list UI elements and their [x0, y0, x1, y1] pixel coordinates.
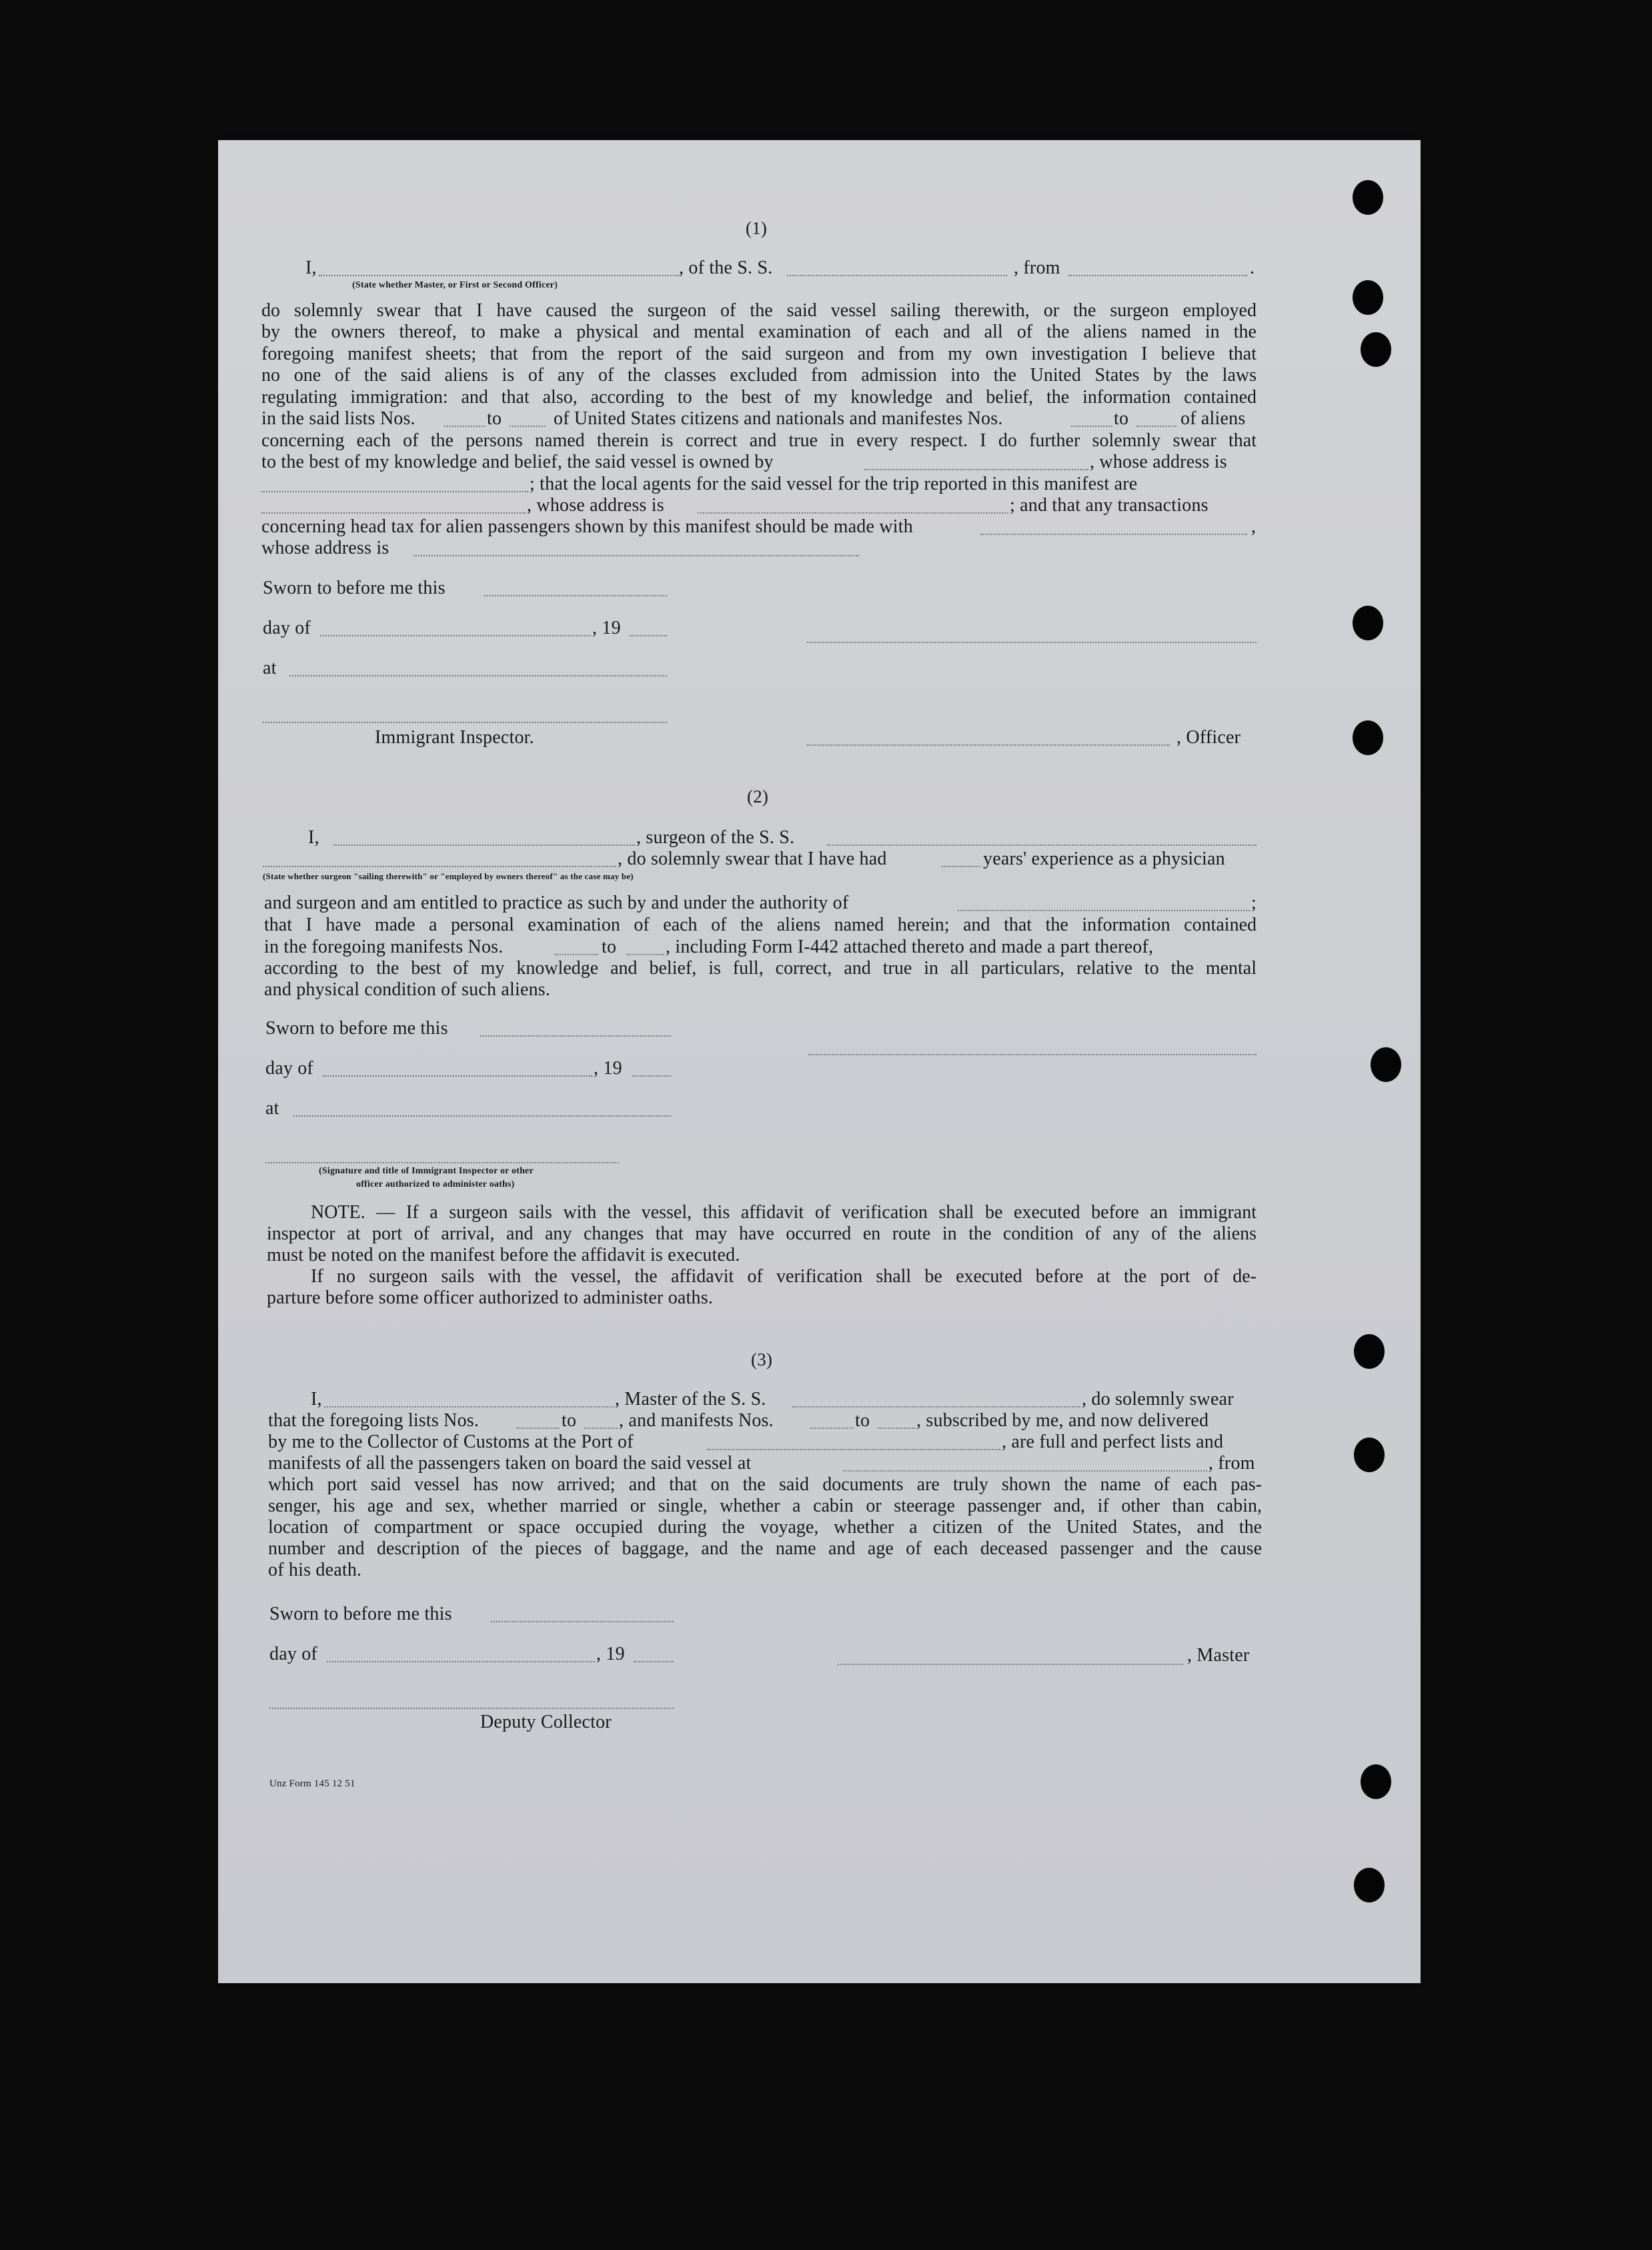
s2-signature-field[interactable] [808, 1054, 1257, 1055]
note-line: parture before some officer authorized to administer oaths. [267, 1287, 714, 1308]
binder-hole [1354, 1438, 1385, 1472]
s1-of-ss: , of the S. S. [679, 257, 773, 278]
s1-officer-label: , Officer [1176, 727, 1241, 748]
s1-whose-address: , whose address is [1090, 452, 1227, 472]
s3-swear: , do solemnly swear [1082, 1389, 1234, 1410]
s1-agents-field[interactable] [261, 512, 526, 514]
s2-sworn-field[interactable] [480, 1035, 671, 1037]
s1-period: . [1250, 257, 1255, 278]
s2-surgeon-name-field[interactable] [333, 845, 635, 846]
s1-body-line: no one of the said aliens is of any of the classes excluded from admission into the United States by the laws [261, 365, 1257, 386]
s1-lists-nos: in the said lists Nos. [261, 408, 416, 429]
s1-year-field[interactable] [630, 635, 667, 636]
s1-day-field[interactable] [320, 635, 591, 636]
s3-lists-from-field[interactable] [516, 1428, 559, 1429]
s2-surgeon-status-field[interactable] [263, 866, 616, 867]
s3-year-field[interactable] [634, 1661, 674, 1662]
s1-body-line: regulating immigration: and that also, according to the best of my knowledge and belief, the information contained [261, 387, 1257, 408]
note-line: must be noted on the manifest before the affidavit is executed. [267, 1245, 740, 1265]
s3-master-name-field[interactable] [324, 1406, 614, 1408]
s3-collector: by me to the Collector of Customs at the Port of [268, 1432, 634, 1452]
s3-last-line: of his death. [268, 1560, 362, 1580]
note-line: inspector at port of arrival, and any changes that may have occurred en route in the condition of any of the aliens [267, 1223, 1257, 1244]
s1-signature-field[interactable] [807, 642, 1257, 643]
form-number: Unz Form 145 12 51 [269, 1778, 355, 1789]
note-line: If no surgeon sails with the vessel, the affidavit of verification shall be executed before at the port of de- [311, 1266, 1257, 1287]
s3-manifests-from-field[interactable] [810, 1428, 854, 1429]
s3-deputy-signature-field[interactable] [269, 1708, 674, 1709]
s3-subscribed: , subscribed by me, and now delivered [916, 1410, 1209, 1431]
s2-body-line: that I have made a personal examination of each of the aliens named herein; and that the information contained [264, 915, 1257, 935]
s2-manifests-nos: in the foregoing manifests Nos. [264, 937, 504, 957]
s3-master-signature-field[interactable] [838, 1664, 1183, 1665]
s1-sworn: Sworn to before me this [263, 578, 446, 598]
s2-sig-note: officer authorized to administer oaths) [356, 1179, 515, 1189]
s3-body-line: number and description of the pieces of baggage, and the name and age of each deceased passenger and the cause [268, 1538, 1262, 1559]
s2-sworn: Sworn to before me this [265, 1018, 448, 1039]
s1-whose-address: , whose address is [527, 495, 664, 516]
s3-to: to [562, 1410, 577, 1431]
s3-lists-nos: that the foregoing lists Nos. [268, 1410, 480, 1431]
s2-swear: , do solemnly swear that I have had [618, 849, 887, 869]
s1-transactions: ; and that any transactions [1010, 495, 1208, 516]
s1-to: to [1114, 408, 1129, 429]
s2-manifests-from-field[interactable] [555, 954, 598, 955]
binder-hole [1354, 1334, 1385, 1369]
s2-to: to [602, 937, 617, 957]
s1-year: , 19 [592, 618, 621, 638]
s2-manifests-to-field[interactable] [627, 954, 664, 955]
s2-at: at [265, 1098, 279, 1119]
binder-hole [1371, 1047, 1401, 1082]
s1-agents-address-field[interactable] [698, 512, 1008, 514]
s3-ship-field[interactable] [792, 1406, 1080, 1408]
s1-officer-note: (State whether Master, or First or Second Officer) [352, 280, 558, 290]
s2-body-line: according to the best of my knowledge and belief, is full, correct, and true in all particulars, relative to the mental [264, 958, 1257, 979]
s3-master-label: , Master [1187, 1645, 1250, 1666]
s2-sig-note: (Signature and title of Immigrant Inspector or other [319, 1166, 534, 1176]
s2-years-field[interactable] [942, 866, 980, 867]
s1-of-aliens: of aliens [1180, 408, 1246, 429]
note-line: NOTE. — If a surgeon sails with the vessel, this affidavit of verification shall be executed before an immigrant [311, 1202, 1257, 1223]
s3-body-line: senger, his age and sex, whether married or single, whether a cabin or steerage passenger and, if other than cabin, [268, 1496, 1262, 1516]
s1-day-of: day of [263, 618, 311, 638]
s1-head-tax-field[interactable] [980, 534, 1247, 535]
s3-perfect: , are full and perfect lists and [1002, 1432, 1224, 1452]
s3-port-field[interactable] [707, 1449, 1000, 1450]
s3-deputy-label: Deputy Collector [480, 1712, 612, 1732]
s1-body-line: do solemnly swear that I have caused the surgeon of the said vessel sailing therewith, or the surgeon employed [261, 300, 1257, 321]
s3-taken-on-board: manifests of all the passengers taken on board the said vessel at [268, 1453, 752, 1474]
s2-year: , 19 [594, 1058, 622, 1079]
s2-authority-field[interactable] [958, 910, 1250, 911]
s2-day-field[interactable] [323, 1075, 592, 1077]
s1-sworn-field[interactable] [484, 595, 667, 596]
binder-hole [1361, 1764, 1391, 1799]
s1-comma: , [1251, 516, 1257, 537]
binder-hole [1353, 606, 1383, 640]
s3-day-field[interactable] [327, 1661, 595, 1662]
s3-from: , from [1208, 1453, 1255, 1474]
s3-sworn: Sworn to before me this [269, 1604, 452, 1624]
s3-day-of: day of [269, 1644, 317, 1664]
s3-master-of: , Master of the S. S. [615, 1389, 766, 1410]
s1-at: at [263, 658, 277, 678]
s3-manifests-nos: , and manifests Nos. [619, 1410, 774, 1431]
s2-surgeon-of: , surgeon of the S. S. [636, 827, 795, 848]
s3-to: to [855, 1410, 870, 1431]
s2-last-line: and physical condition of such aliens. [264, 979, 551, 1000]
s2-day-of: day of [265, 1058, 313, 1079]
s1-officer-name-field[interactable] [319, 275, 679, 276]
binder-hole [1353, 180, 1383, 215]
s1-lists-to-field[interactable] [510, 426, 546, 427]
binder-hole [1361, 332, 1391, 367]
s1-head-tax-address-field[interactable] [414, 555, 859, 556]
s1-inspector-label: Immigrant Inspector. [375, 727, 534, 748]
s1-concerning-line: concerning each of the persons named therein is correct and true in every respect. I do further solemnly swear that [261, 430, 1257, 451]
s2-inspector-signature-field[interactable] [265, 1162, 619, 1163]
s1-owner-address-field[interactable] [261, 491, 528, 492]
binder-hole [1354, 1868, 1385, 1902]
s1-officer-field[interactable] [807, 744, 1170, 746]
s1-to: to [487, 408, 502, 429]
s1-body-line: by the owners thereof, to make a physical and mental examination of each and all of the aliens named in the [261, 322, 1257, 342]
s1-ship-field[interactable] [787, 275, 1007, 276]
s1-lists-from-field[interactable] [444, 426, 486, 427]
s1-local-agents: ; that the local agents for the said vessel for the trip reported in this manifest are [530, 474, 1138, 494]
s1-body-line: foregoing manifest sheets; that from the report of the said surgeon and from my own investigation I believe that [261, 344, 1257, 364]
s2-semicolon: ; [1251, 893, 1257, 913]
s2-ship-field[interactable] [827, 845, 1257, 846]
s1-manifests-from-field[interactable] [1071, 426, 1112, 427]
s1-citizens: of United States citizens and nationals and manifestes Nos. [554, 408, 1003, 429]
s2-status-note: (State whether surgeon "sailing therewith" or "employed by owners thereof" as the case may be) [263, 871, 634, 881]
s3-i: I, [311, 1389, 322, 1410]
s3-boarding-port-field[interactable] [843, 1470, 1207, 1472]
s1-owner-field[interactable] [864, 469, 1088, 470]
section-2-heading: (2) [747, 786, 769, 806]
s1-i: I, [305, 257, 317, 278]
s1-inspector-signature-field[interactable] [263, 722, 667, 723]
s2-including: , including Form I-442 attached thereto and made a part thereof, [666, 937, 1154, 957]
s2-authority: and surgeon and am entitled to practice as such by and under the authority of [264, 893, 849, 913]
s3-body-line: location of compartment or space occupied during the voyage, whether a citizen of the United States, and the [268, 1517, 1262, 1538]
s1-owned-by: to the best of my knowledge and belief, the said vessel is owned by [261, 452, 774, 472]
s2-year-field[interactable] [632, 1075, 671, 1077]
s1-from: , from [1014, 257, 1060, 278]
s1-at-field[interactable] [289, 675, 667, 676]
s1-from-field[interactable] [1068, 275, 1247, 276]
section-1-heading: (1) [746, 218, 768, 238]
s3-manifests-to-field[interactable] [878, 1428, 915, 1429]
s1-manifests-to-field[interactable] [1136, 426, 1176, 427]
s3-body-line: which port said vessel has now arrived; and that on the said documents are truly shown the name of each pas- [268, 1474, 1262, 1495]
s3-year: , 19 [596, 1644, 625, 1664]
binder-hole [1353, 280, 1383, 315]
s1-head-tax: concerning head tax for alien passengers shown by this manifest should be made with [261, 516, 913, 537]
s2-at-field[interactable] [293, 1115, 671, 1117]
binder-hole [1353, 720, 1383, 755]
section-3-heading: (3) [751, 1349, 773, 1369]
s3-lists-to-field[interactable] [584, 1428, 618, 1429]
s3-sworn-field[interactable] [491, 1621, 674, 1622]
s1-whose-address: whose address is [261, 538, 389, 558]
s2-years: years' experience as a physician [983, 849, 1225, 869]
s2-i: I, [308, 827, 319, 848]
